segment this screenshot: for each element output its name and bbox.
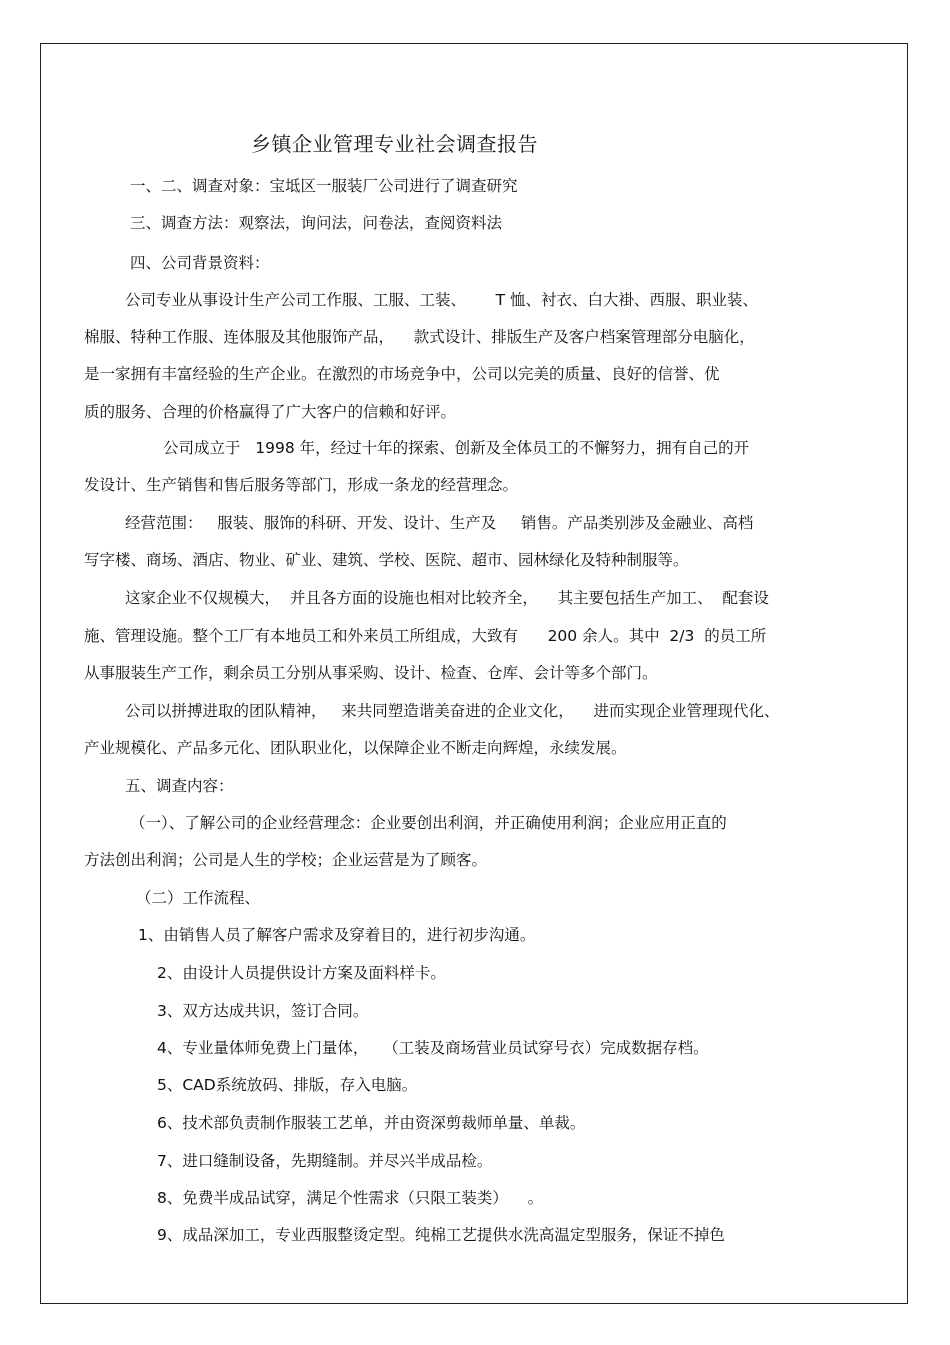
workflow-step: 2、由设计人员提供设计方案及面料样卡。	[157, 964, 446, 982]
survey-content-heading: 五、调查内容：	[125, 777, 234, 795]
survey-method-line: 三、调查方法：观察法，询问法，问卷法，查阅资料法	[130, 214, 503, 232]
document-title: 乡镇企业管理专业社会调查报告	[251, 132, 538, 156]
background-heading: 四、公司背景资料：	[130, 254, 270, 272]
paragraph-line: 方法创出利润；公司是人生的学校；企业运营是为了顾客。	[84, 851, 488, 869]
paragraph-line: 公司以拼搏进取的团队精神， 来共同塑造谐美奋进的企业文化， 进而实现企业管理现代化、	[125, 702, 780, 720]
paragraph-line: 公司成立于 1998 年，经过十年的探索、创新及全体员工的不懈努力，拥有自己的开	[163, 439, 750, 457]
workflow-step: 8、免费半成品试穿，满足个性需求（只限工装类） 。	[157, 1189, 544, 1207]
paragraph-line: 这家企业不仅规模大， 并且各方面的设施也相对比较齐全， 其主要包括生产加工、 配套设	[125, 589, 769, 607]
workflow-step: 1、由销售人员了解客户需求及穿着目的，进行初步沟通。	[138, 926, 536, 944]
paragraph-line: 公司专业从事设计生产公司工作服、工服、工装、 T 恤、衬衣、白大褂、西服、职业装、	[125, 291, 758, 309]
paragraph-line: 发设计、生产销售和售后服务等部门，形成一条龙的经营理念。	[84, 476, 519, 494]
workflow-step: 4、专业量体师免费上门量体， （工装及商场营业员试穿号衣）完成数据存档。	[157, 1039, 709, 1057]
paragraph-line: 写字楼、商场、酒店、物业、矿业、建筑、学校、医院、超市、园林绿化及特种制服等。	[84, 551, 689, 569]
paragraph-line: 是一家拥有丰富经验的生产企业。在激烈的市场竞争中，公司以完美的质量、良好的信誉、优	[84, 365, 720, 383]
paragraph-line: 施、管理设施。整个工厂有本地员工和外来员工所组成，大致有 200 余人。其中 2/3 的员工所	[84, 627, 767, 645]
paragraph-line: 棉服、特种工作服、连体服及其他服饰产品， 款式设计、排版生产及客户档案管理部分电脑化，	[84, 328, 755, 346]
paragraph-line: 质的服务、合理的价格赢得了广大客户的信赖和好评。	[84, 403, 457, 421]
paragraph-line: 从事服装生产工作，剩余员工分别从事采购、设计、检查、仓库、会计等多个部门。	[84, 664, 658, 682]
survey-object-line: 一、二、调查对象：宝坻区一服装厂公司进行了调查研究	[130, 177, 518, 195]
paragraph-line: 产业规模化、产品多元化、团队职业化，以保障企业不断走向辉煌，永续发展。	[84, 739, 627, 757]
workflow-step: 6、技术部负责制作服装工艺单，并由资深剪裁师单量、单裁。	[157, 1114, 586, 1132]
paragraph-line: （一）、了解公司的企业经营理念：企业要创出利润，并正确使用利润；企业应用正直的	[130, 814, 727, 832]
paragraph-line: 经营范围： 服装、服饰的科研、开发、设计、生产及 销售。产品类别涉及金融业、高档	[125, 514, 754, 532]
workflow-step: 7、进口缝制设备，先期缝制。并尽兴半成品检。	[157, 1152, 493, 1170]
workflow-heading: （二）工作流程、	[136, 889, 261, 907]
workflow-step: 5、CAD系统放码、排版，存入电脑。	[157, 1076, 418, 1094]
workflow-step: 3、双方达成共识，签订合同。	[157, 1002, 369, 1020]
workflow-step: 9、成品深加工，专业西服整烫定型。纯棉工艺提供水洗高温定型服务，保证不掉色	[157, 1226, 725, 1244]
